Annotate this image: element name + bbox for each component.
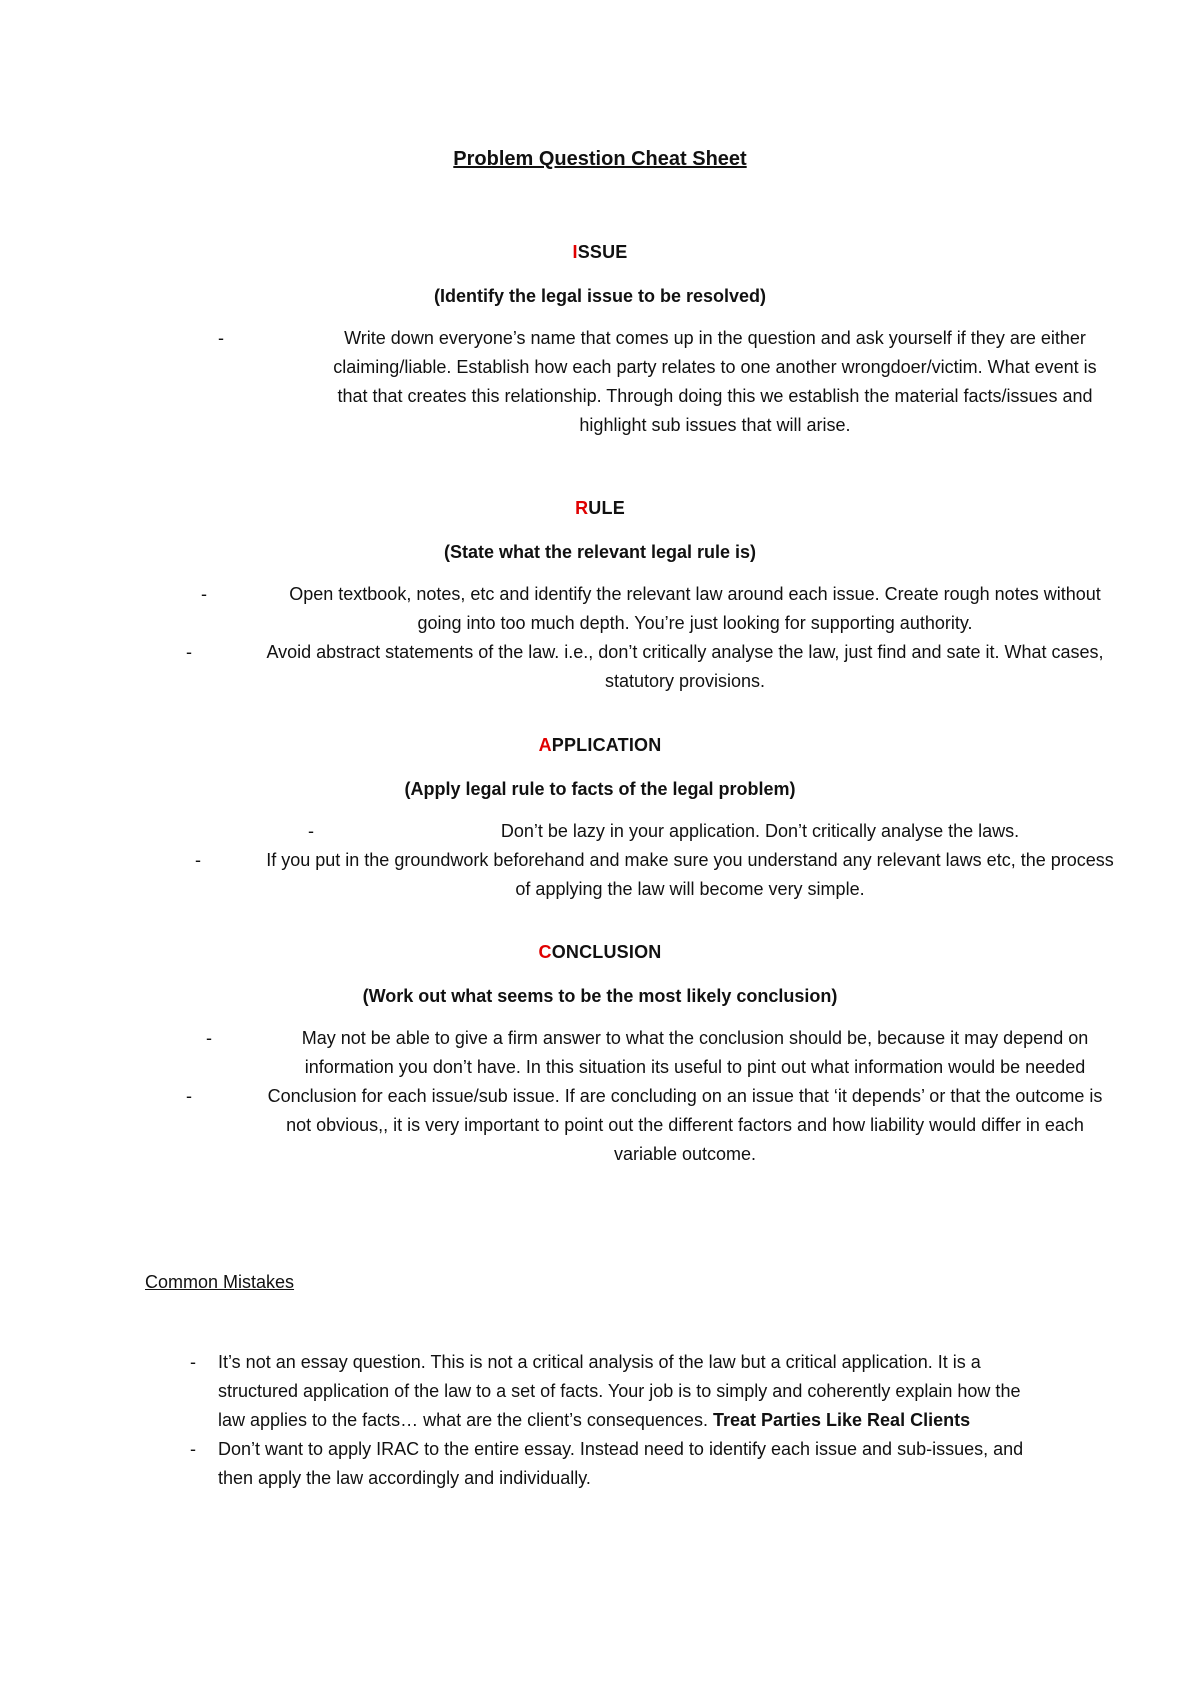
bullet-item xyxy=(0,817,1200,846)
bullet-dash: - xyxy=(186,642,192,662)
bullet-dash: - xyxy=(190,1439,196,1459)
bullet-text: Open textbook, notes, etc and identify the relevant law around each issue. Create rough notes without going into too much depth. You’re just looking for supporting authority. xyxy=(289,584,1101,633)
bullet-dash: - xyxy=(206,1028,212,1048)
section-issue xyxy=(0,240,1200,440)
mistake-text xyxy=(218,1435,1048,1493)
section-heading xyxy=(0,940,1200,964)
mistake-text xyxy=(218,1348,1048,1435)
heading-initial: I xyxy=(572,242,578,262)
bullet-dash: - xyxy=(190,1352,196,1372)
bullet-item xyxy=(0,580,1200,638)
bullet-list xyxy=(0,324,1200,440)
bullet-dash: - xyxy=(195,850,201,870)
bullet-dash: - xyxy=(186,1086,192,1106)
section-rule xyxy=(0,496,1200,696)
section-subheading: (Identify the legal issue to be resolved) xyxy=(433,286,767,306)
section-heading xyxy=(0,733,1200,757)
mistake-item xyxy=(0,1435,1200,1493)
heading-rest: ONCLUSION xyxy=(551,942,662,962)
bullet-item xyxy=(0,846,1200,904)
bullet-text: Write down everyone’s name that comes up in the question and ask yourself if they are either claiming/liable. Establish how each party relates to one another wrongdoer/victim. What event is that that creates this relationship. Through doing this we establish the material facts/issues and highlight sub issues that will arise. xyxy=(333,328,1097,435)
section-subheading: (State what the relevant legal rule is) xyxy=(443,542,757,562)
mistake-body: It’s not an essay question. This is not a critical analysis of the law but a critical application. It is a structured application of the law to a set of facts. Your job is to simply and coherently explain how the law applies to the facts… what are the client’s consequences. xyxy=(218,1352,1021,1430)
bullet-text: If you put in the groundwork beforehand and make sure you understand any relevant laws etc, the process of applying the law will become very simple. xyxy=(266,850,1114,899)
bullet-text: Don’t be lazy in your application. Don’t critically analyse the laws. xyxy=(500,821,1020,841)
common-mistakes-list xyxy=(0,1348,1200,1493)
heading-initial: A xyxy=(538,735,552,755)
page-title: Problem Question Cheat Sheet xyxy=(453,148,747,170)
common-mistakes-title: Common Mistakes xyxy=(145,1272,295,1292)
bullet-item xyxy=(0,1024,1200,1082)
bullet-dash: - xyxy=(201,584,207,604)
section-application xyxy=(0,733,1200,904)
bullet-text: Conclusion for each issue/sub issue. If are concluding on an issue that ‘it depends’ or that the outcome is not obvious,, it is very important to point out the different factors and how liability would differ in each variable outcome. xyxy=(267,1086,1103,1164)
heading-rest: ULE xyxy=(588,498,625,518)
bullet-list xyxy=(0,1024,1200,1169)
section-subheading: (Apply legal rule to facts of the legal problem) xyxy=(404,779,796,799)
mistake-body: Don’t want to apply IRAC to the entire essay. Instead need to identify each issue and sub-issues, and then apply the law accordingly and individually. xyxy=(218,1439,1024,1488)
bullet-text: Avoid abstract statements of the law. i.e., don’t critically analyse the law, just find and sate it. What cases, statutory provisions. xyxy=(266,642,1104,691)
bullet-dash: - xyxy=(218,328,224,348)
bullet-list xyxy=(0,580,1200,696)
section-conclusion xyxy=(0,940,1200,1169)
heading-initial: C xyxy=(538,942,552,962)
heading-rest: PPLICATION xyxy=(551,735,662,755)
section-heading xyxy=(0,240,1200,264)
mistake-emphasis: Treat Parties Like Real Clients xyxy=(712,1410,971,1430)
heading-initial: R xyxy=(575,498,589,518)
mistake-item xyxy=(0,1348,1200,1435)
bullet-item xyxy=(0,324,1200,440)
bullet-text: May not be able to give a firm answer to what the conclusion should be, because it may depend on information you don’t have. In this situation its useful to pint out what information would be needed xyxy=(301,1028,1089,1077)
section-subheading: (Work out what seems to be the most likely conclusion) xyxy=(362,986,838,1006)
bullet-list xyxy=(0,817,1200,904)
section-heading xyxy=(0,496,1200,520)
bullet-dash: - xyxy=(308,821,314,841)
bullet-item xyxy=(0,638,1200,696)
heading-rest: SSUE xyxy=(577,242,628,262)
bullet-item xyxy=(0,1082,1200,1169)
